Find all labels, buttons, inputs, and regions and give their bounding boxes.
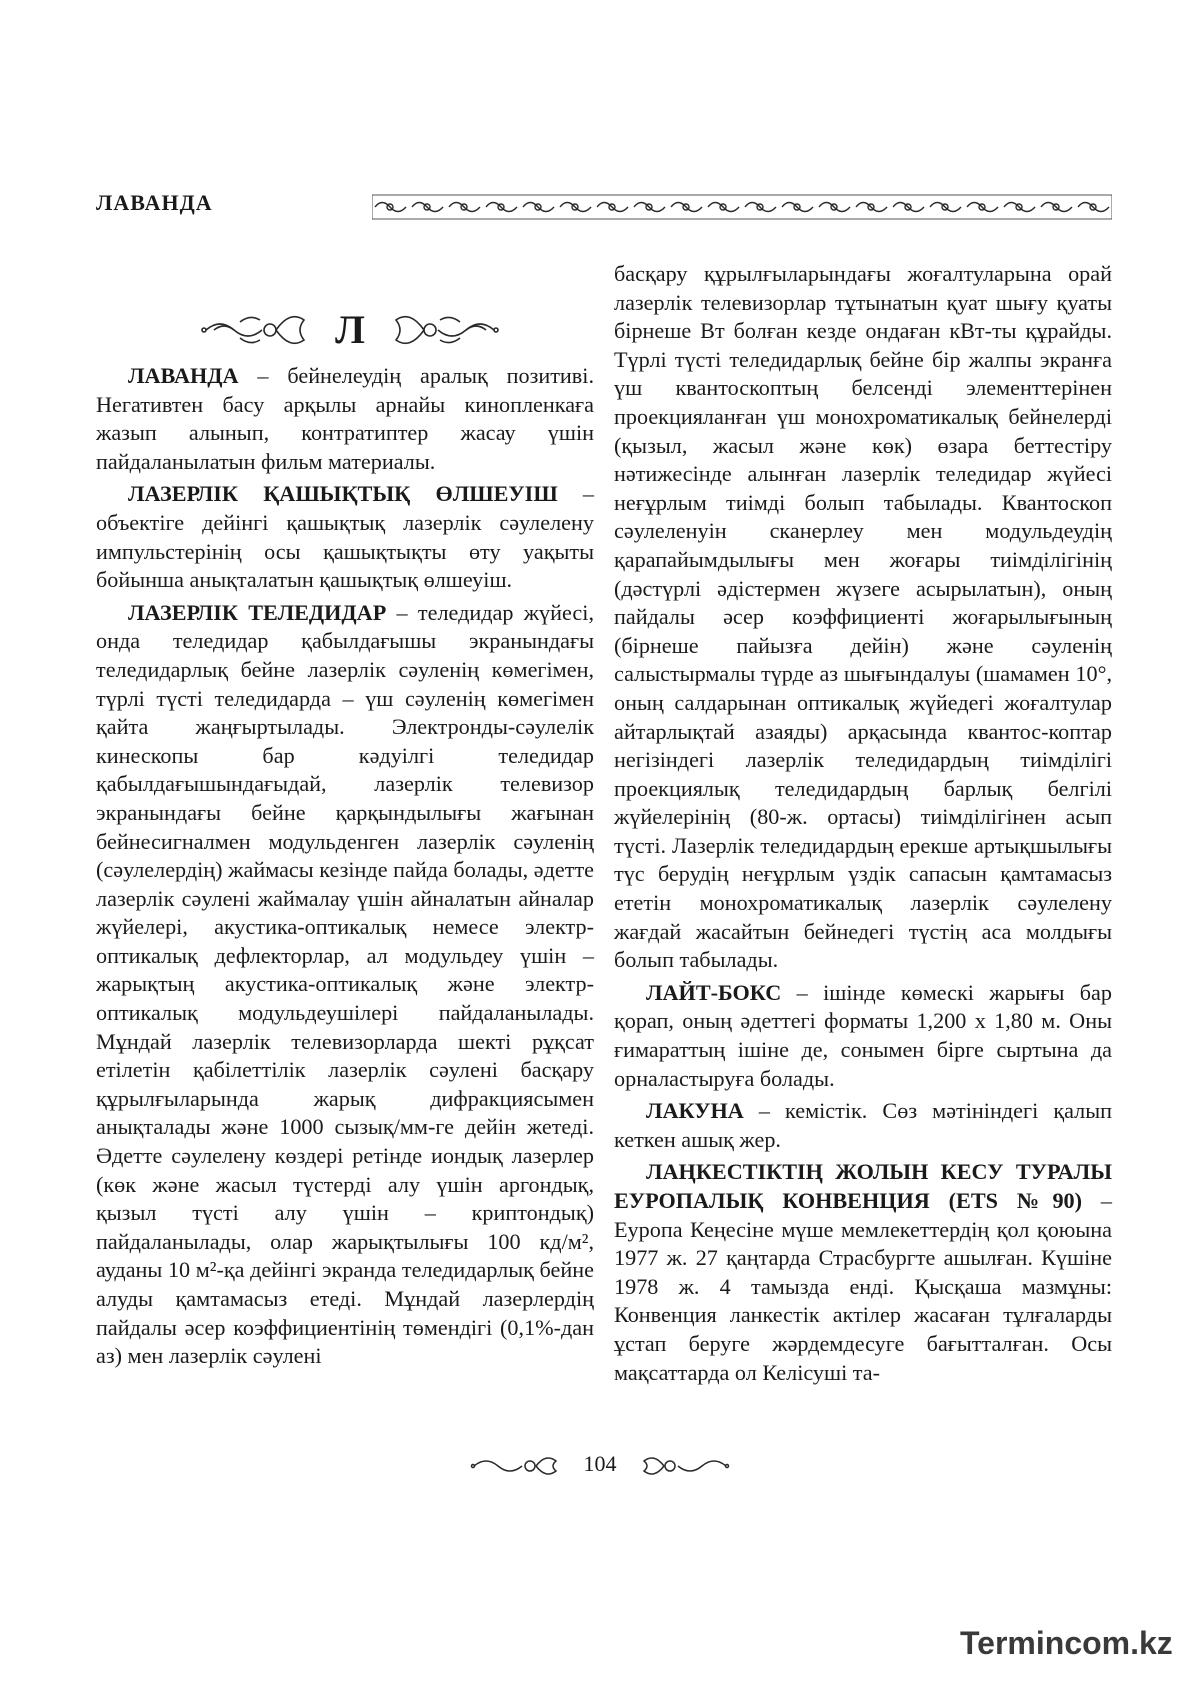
entry-text: – бейнелеудің аралық позитиві. Негативтен басу арқылы арнайы кинопленкаға жазып алынып, контратиптер жасау үшін пайдаланылатын фильм материалы.	[96, 363, 594, 474]
footer-left-ornament	[470, 1451, 560, 1481]
entry-terrorism-convention	[614, 1158, 1112, 1387]
entry-term: ЛАҢКЕСТІКТІҢ ЖОЛЫН КЕСУ ТУРАЛЫ ЕУРОПАЛЫҚ КОНВЕНЦИЯ (ETS №90)	[614, 1159, 1112, 1213]
page-footer	[450, 1445, 750, 1485]
entry-text: басқару құрылғыларындағы жоғалтуларына орай лазерлік телевизорлар тұтынатын қуат шығу қуаты бірнеше Вт болған кезде ондаған кВт-ты құрайды. Түрлі түсті теледидарлық бейне бір жалпы экранға үш квантоскоптың белсенді элементтерінен проекцияланған үш монохроматикалық бейнелерді (қызыл, жасыл және көк) өзара беттестіру нәтижесінде алынған лазерлік теледидар жүйесі неғұрлым тиімді болып табылады. Квантоскоп сәулеленуін сканерлеу мен модульдеудің қарапайымдылығы мен жоғары тиімділігінің (дәстүрлі әдістермен жүзеге асырылатын), оның пайдалы әсер коэффициенті жоғарылығының (бірнеше пайызға дейін) және сәуленің салыстырмалы түрде аз шығындалуы (шамамен 10°, оның салдарынан оптикалық жүйедегі жоғалтулар айтарлықтай азаяды) арқасында квантос-коптар негізіндегі лазерлік теледидардың тиімділігі проекциялық теледидардың барлық белгілі жүйелерінің (80-ж. ортасы) тиімділігінен асып түсті. Лазерлік теледидардың ерекше артықшылығы түс берудің неғұрлым үздік сапасын қамтамасыз ететін монохроматикалық лазерлік сәулелену жағдай жасайтын бейнедегі түстің аса молдығы болып табылады.	[614, 261, 1112, 973]
running-head: ЛАВАНДА	[96, 190, 213, 215]
entry-text: – Еуропа Кеңесіне мүше мемлекеттердің қол қоюына 1977 ж. 27 қаңтарда Страсбургте ашылған. Күшіне 1978 ж. 4 тамызда енді. Қысқаша мазмұны: Конвенция ланкестік актілер жасаған тұлғаларды ұстап беруге жәрдемдесуге бағытталған. Осы мақсаттарда ол Келісуші та-	[614, 1188, 1112, 1385]
entry-term: ЛАЙТ-БОКС	[646, 979, 782, 1005]
entry-text: – объектіге дейінгі қашықтық лазерлік сәулелену импульстерінің осы қашықтықты өту уақыты бойынша анықталатын қашықтық өлшеуіш.	[96, 481, 594, 593]
entry-lavanda	[96, 362, 594, 476]
page-number: 104	[583, 1451, 617, 1476]
footer-right-ornament	[640, 1451, 730, 1481]
entry-term: ЛАЗЕРЛІК ҚАШЫҚТЫҚ ӨЛШЕУІШ	[128, 481, 558, 507]
entry-laser-television	[96, 599, 594, 1371]
section-letter: Л	[335, 307, 365, 352]
header-ornament-band	[372, 193, 1112, 221]
entry-text: – ішінде көмескі жарығы бар қорап, оның әдеттегі форматы 1,200 х 1,80 м. Оны ғимараттың ішіне де, сонымен бірге сыртына да орналастыруға болады.	[614, 979, 1112, 1091]
site-watermark: Termincom.kz	[960, 1625, 1173, 1661]
left-scroll-ornament	[200, 300, 310, 360]
right-scroll-ornament	[390, 300, 500, 360]
entry-laser-rangefinder	[96, 480, 594, 594]
section-letter-heading	[200, 300, 500, 360]
entry-lacuna	[614, 1097, 1112, 1154]
entry-term: ЛАКУНА	[646, 1098, 744, 1124]
entry-text: – теледидар жүйесі, онда теледидар қабылдағышы экранындағы теледидарлық бейне лазерлік сәуленің көмегімен, түрлі түсті теледидарда – үш сәуленің көмегімен қайта жаңғыртылады. Электронды-сәулелік кинескопы бар кәдуілгі теледидар қабылдағышындағыдай, лазерлік телевизор экранындағы бейне қарқындылығы жағынан бейнесигналмен модульденген лазерлік сәуленің (сәулелердің) жаймасы кезінде пайда болады, әдетте лазерлік сәулені жаймалау үшін айналатын айналар жүйелері, акустика-оптикалық немесе электр-оптикалық дефлекторлар, ал модульдеу үшін – жарықтың акустика-оптикалық және электр-оптикалық модульдеушілері пайдаланылады. Мұндай лазерлік телевизорларда шекті рұқсат етілетін қабілеттілік лазерлік сәулені басқару құрылғыларында жарық дифракциясымен анықталады және 1000 сызық/мм-ге дейін жетеді. Әдетте сәулелену көздері ретінде иондық лазерлер (көк және жасыл түстерді алу үшін аргондық, қызыл түсті алу үшін – криптондық) пайдаланылады, олар жарықтылығы 100 кд/м², ауданы 10 м²-қа дейінгі экранда теледидарлық бейне алуды қамтамасыз етеді. Мұндай лазерлердің пайдалы әсер коэффициентінің төмендігі (0,1%-дан аз) мен лазерлік сәулені	[96, 599, 594, 1369]
entry-term: ЛАВАНДА	[128, 363, 239, 388]
entry-laser-television-continued	[614, 260, 1112, 975]
right-column	[614, 260, 1112, 1387]
entry-lightbox	[614, 979, 1112, 1093]
entry-text: – кемістік. Сөз мәтініндегі қалып кеткен ашық жер.	[614, 1098, 1112, 1152]
left-column	[96, 362, 594, 1371]
entry-term: ЛАЗЕРЛІК ТЕЛЕДИДАР	[128, 599, 387, 625]
